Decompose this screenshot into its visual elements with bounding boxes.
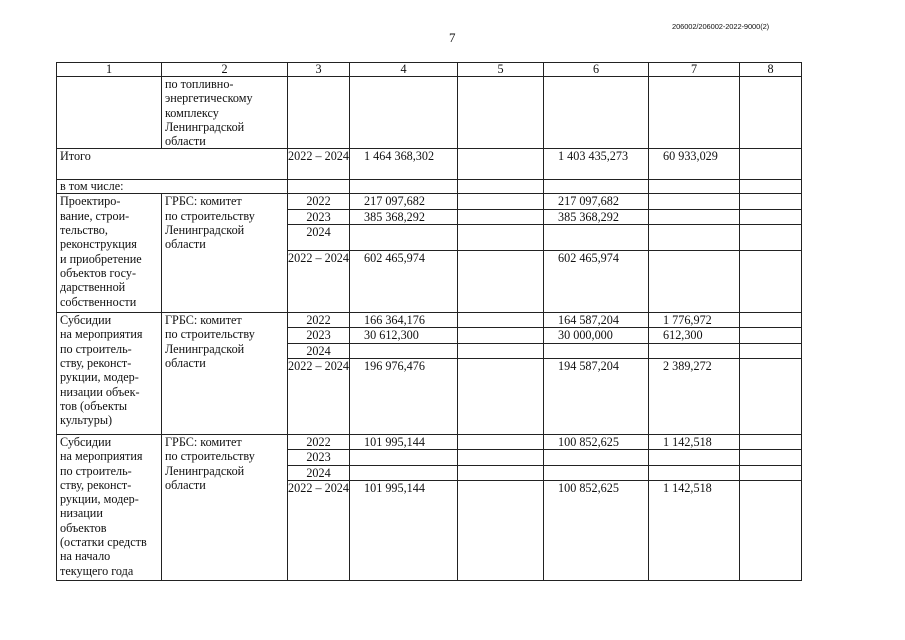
col7-value [649,465,740,480]
document-code: 206002/206002-2022-9000(2) [672,22,770,31]
col6-value [544,343,649,358]
col4-value [350,225,458,251]
section-row [57,434,802,449]
col6-value: 100 852,625 [544,480,649,580]
year-cell: 2022 – 2024 [288,480,350,580]
col-header-4: 4 [350,63,458,77]
including-row [57,180,802,194]
total-row [57,149,802,180]
col4-value: 385 368,292 [350,209,458,224]
col6-value: 217 097,682 [544,194,649,209]
total-col7: 60 933,029 [649,149,740,180]
col7-value: 1 142,518 [649,434,740,449]
col7-value: 1 776,972 [649,313,740,328]
col6-value: 385 368,292 [544,209,649,224]
year-cell: 2024 [288,465,350,480]
col7-value [649,343,740,358]
col7-value: 1 142,518 [649,480,740,580]
col4-value: 30 612,300 [350,328,458,343]
col4-value [350,450,458,465]
year-cell: 2024 [288,225,350,251]
col6-value: 100 852,625 [544,434,649,449]
col4-value: 101 995,144 [350,480,458,580]
year-cell: 2022 – 2024 [288,251,350,313]
year-cell: 2023 [288,209,350,224]
budget-table [56,62,802,581]
year-cell: 2022 [288,434,350,449]
column-number-row [57,63,802,77]
section-name: Проектиро- вание, строи- тельство, реконструкция и приобретение объектов госу- дарственной собственности [57,194,162,313]
col4-value: 166 364,176 [350,313,458,328]
section-grbs: ГРБС: комитет по строительству Ленинградской области [162,194,288,313]
col6-value: 30 000,000 [544,328,649,343]
year-cell: 2022 [288,313,350,328]
col7-value [649,209,740,224]
col-header-6: 6 [544,63,649,77]
continuation-text: по топливно-энергетическому комплексу Ленинградской области [162,77,288,149]
total-col4: 1 464 368,302 [350,149,458,180]
including-label: в том числе: [57,180,288,194]
section-row [57,194,802,209]
col4-value: 217 097,682 [350,194,458,209]
year-cell: 2023 [288,450,350,465]
col6-value [544,450,649,465]
col4-value: 602 465,974 [350,251,458,313]
total-period: 2022 – 2024 [288,149,350,180]
total-label: Итого [57,149,288,180]
col7-value: 2 389,272 [649,358,740,434]
continuation-row [57,77,802,149]
section-grbs: ГРБС: комитет по строительству Ленинградской области [162,313,288,435]
section-row [57,313,802,328]
section-name: Субсидии на мероприятия по строитель- ству, реконст- рукции, модер- низации объектов (остатки средств на начало текущего года [57,434,162,580]
col6-value: 602 465,974 [544,251,649,313]
col7-value [649,194,740,209]
total-col6: 1 403 435,273 [544,149,649,180]
section-grbs: ГРБС: комитет по строительству Ленинградской области [162,434,288,580]
col4-value [350,465,458,480]
col7-value [649,450,740,465]
col7-value: 612,300 [649,328,740,343]
col6-value [544,465,649,480]
col4-value [350,343,458,358]
col-header-7: 7 [649,63,740,77]
col7-value [649,225,740,251]
col6-value: 164 587,204 [544,313,649,328]
year-cell: 2024 [288,343,350,358]
col7-value [649,251,740,313]
col-header-2: 2 [162,63,288,77]
year-cell: 2022 – 2024 [288,358,350,434]
col6-value [544,225,649,251]
col4-value: 196 976,476 [350,358,458,434]
col-header-8: 8 [740,63,802,77]
year-cell: 2022 [288,194,350,209]
page-number: 7 [449,30,456,45]
col-header-3: 3 [288,63,350,77]
year-cell: 2023 [288,328,350,343]
col-header-1: 1 [57,63,162,77]
col4-value: 101 995,144 [350,434,458,449]
col-header-5: 5 [458,63,544,77]
col6-value: 194 587,204 [544,358,649,434]
section-name: Субсидии на мероприятия по строитель- ству, реконст- рукции, модер- низации объек- тов (объекты культуры) [57,313,162,435]
